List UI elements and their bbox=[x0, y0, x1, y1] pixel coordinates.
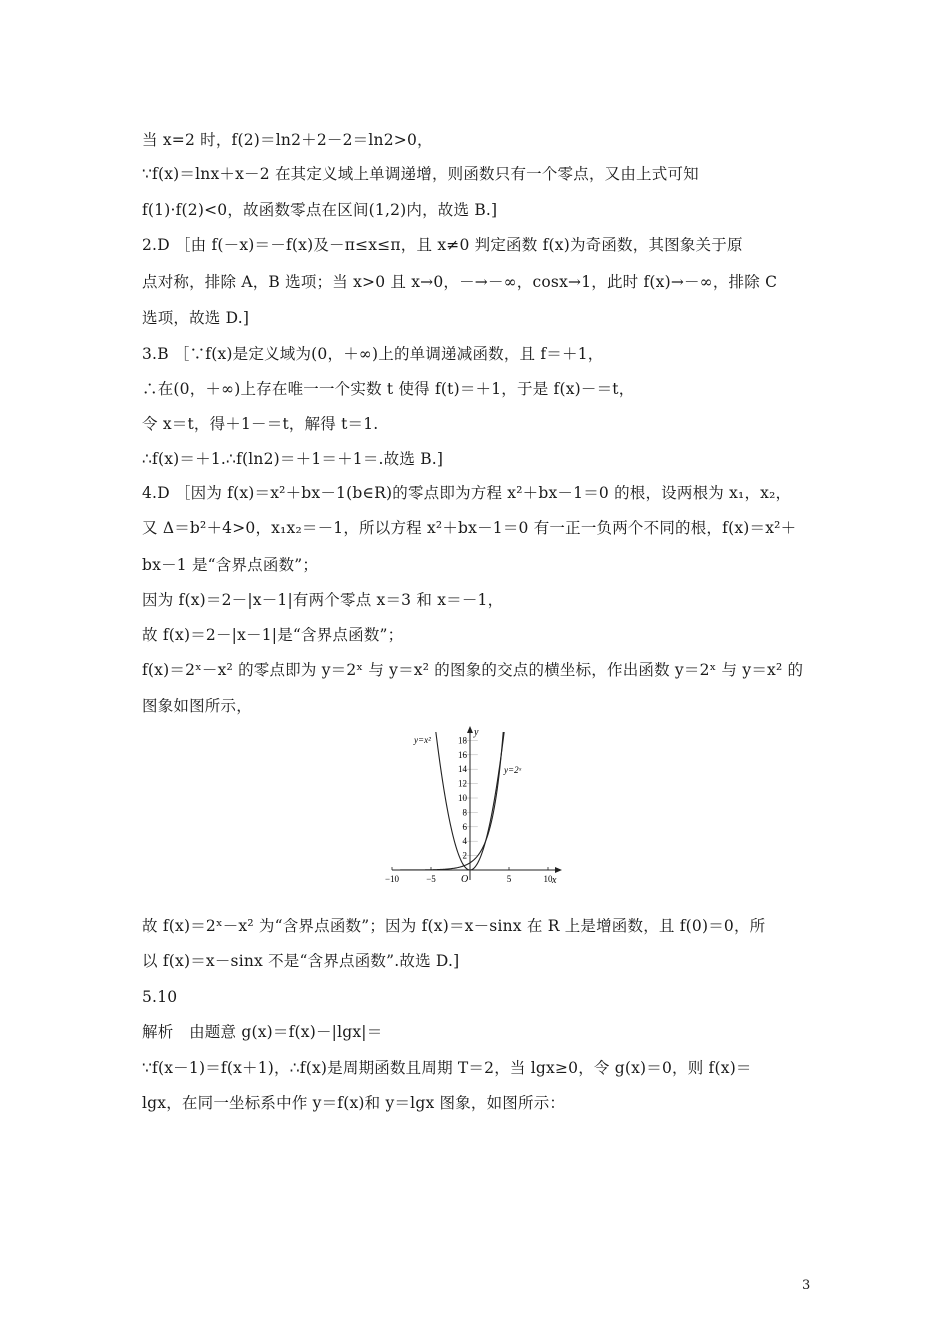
y-tick-label: 8 bbox=[462, 807, 467, 818]
y-axis-arrow-icon bbox=[467, 726, 473, 733]
y-tick-label: 18 bbox=[458, 735, 467, 746]
text-line-11: 4.D ［因为 f(x)＝x²＋bx－1(b∈R)的零点即为方程 x²＋bx－1＝0 的根，设两根为 x₁，x₂， bbox=[142, 484, 792, 502]
text-line-18: 故 f(x)＝2ˣ－x² 为“含界点函数”；因为 f(x)＝x－sinx 在 R 上是增函数，且 f(0)＝0，所 bbox=[142, 917, 766, 935]
curve-label-x-squared: y=x² bbox=[414, 735, 431, 745]
y-tick-label: 12 bbox=[458, 778, 467, 789]
function-graph bbox=[380, 722, 570, 892]
text-line-6: 选项，故选 D.] bbox=[142, 309, 250, 327]
y-tick-label: 10 bbox=[458, 793, 467, 803]
text-line-9: 令 x＝t，得＋1－＝t，解得 t＝1. bbox=[142, 415, 379, 433]
text-line-10: ∴f(x)＝＋1.∴f(ln2)＝＋1＝＋1＝.故选 B.] bbox=[142, 450, 444, 468]
text-line-4: 2.D ［由 f(－x)＝－f(x)及－π≤x≤π，且 x≠0 判定函数 f(x)为奇函数，其图象关于原 bbox=[142, 236, 743, 254]
text-line-21: 解析 由题意 g(x)＝f(x)－|lgx|＝ bbox=[142, 1023, 383, 1041]
text-line-1: 当 x=2 时，f(2)＝ln2＋2－2＝ln2>0， bbox=[142, 131, 433, 149]
text-line-19: 以 f(x)＝x－sinx 不是“含界点函数”.故选 D.] bbox=[142, 952, 460, 970]
text-line-14: 因为 f(x)＝2－|x－1|有两个零点 x＝3 和 x＝－1， bbox=[142, 591, 504, 609]
y-tick-label: 6 bbox=[462, 821, 467, 832]
x-tick-label: 10 bbox=[543, 874, 553, 884]
text-line-22: ∵f(x－1)＝f(x＋1)，∴f(x)是周期函数且周期 T＝2，当 lgx≥0，令 g(x)＝0，则 f(x)＝ bbox=[142, 1059, 752, 1077]
y-tick-label: 14 bbox=[458, 764, 467, 775]
text-line-5: 点对称，排除 A，B 选项；当 x>0 且 x→0，－→－∞，cosx→1，此时 f(x)→－∞，排除 C bbox=[142, 273, 778, 291]
origin-label: O bbox=[461, 874, 469, 885]
text-line-13: bx－1 是“含界点函数”； bbox=[142, 556, 319, 574]
text-line-7: 3.B ［∵f(x)是定义域为(0，＋∞)上的单调递减函数，且 f＝＋1， bbox=[142, 345, 604, 363]
text-line-3: f(1)·f(2)<0，故函数零点在区间(1,2)内，故选 B.] bbox=[142, 201, 498, 219]
text-line-16: f(x)＝2ˣ－x² 的零点即为 y＝2ˣ 与 y＝x² 的图象的交点的横坐标，作出函数 y＝2ˣ 与 y＝x² 的 bbox=[142, 661, 804, 679]
x-axis-label: x bbox=[552, 875, 557, 886]
y-tick-label: 16 bbox=[458, 749, 467, 760]
x-tick-label: −10 bbox=[384, 874, 400, 884]
x-tick-label: 5 bbox=[506, 874, 512, 884]
text-line-20: 5.10 bbox=[142, 988, 178, 1006]
text-line-15: 故 f(x)＝2－|x－1|是“含界点函数”； bbox=[142, 626, 404, 644]
x-tick-label: −5 bbox=[426, 874, 436, 884]
text-line-8: ∴在(0，＋∞)上存在唯一一个实数 t 使得 f(t)＝＋1，于是 f(x)－＝t， bbox=[142, 380, 635, 398]
text-line-2: ∵f(x)＝lnx＋x－2 在其定义域上单调递增，则函数只有一个零点，又由上式可知 bbox=[142, 165, 699, 183]
text-line-12: 又 Δ＝b²＋4>0，x₁x₂＝－1，所以方程 x²＋bx－1＝0 有一正一负两个不同的根，f(x)＝x²＋ bbox=[142, 519, 797, 537]
text-line-17: 图象如图所示， bbox=[142, 697, 252, 715]
y-tick-label: 4 bbox=[462, 836, 467, 847]
page-number: 3 bbox=[802, 1278, 811, 1293]
y-axis-label: y bbox=[474, 727, 479, 738]
text-line-23: lgx，在同一坐标系中作 y＝f(x)和 y＝lgx 图象，如图所示： bbox=[142, 1094, 566, 1112]
y-tick-group bbox=[458, 735, 468, 860]
curve-label-two-power-x: y=2ˣ bbox=[504, 765, 522, 775]
curve-two-power-x bbox=[392, 722, 506, 870]
y-tick-label: 2 bbox=[462, 850, 467, 861]
x-axis-arrow-icon bbox=[555, 867, 562, 873]
